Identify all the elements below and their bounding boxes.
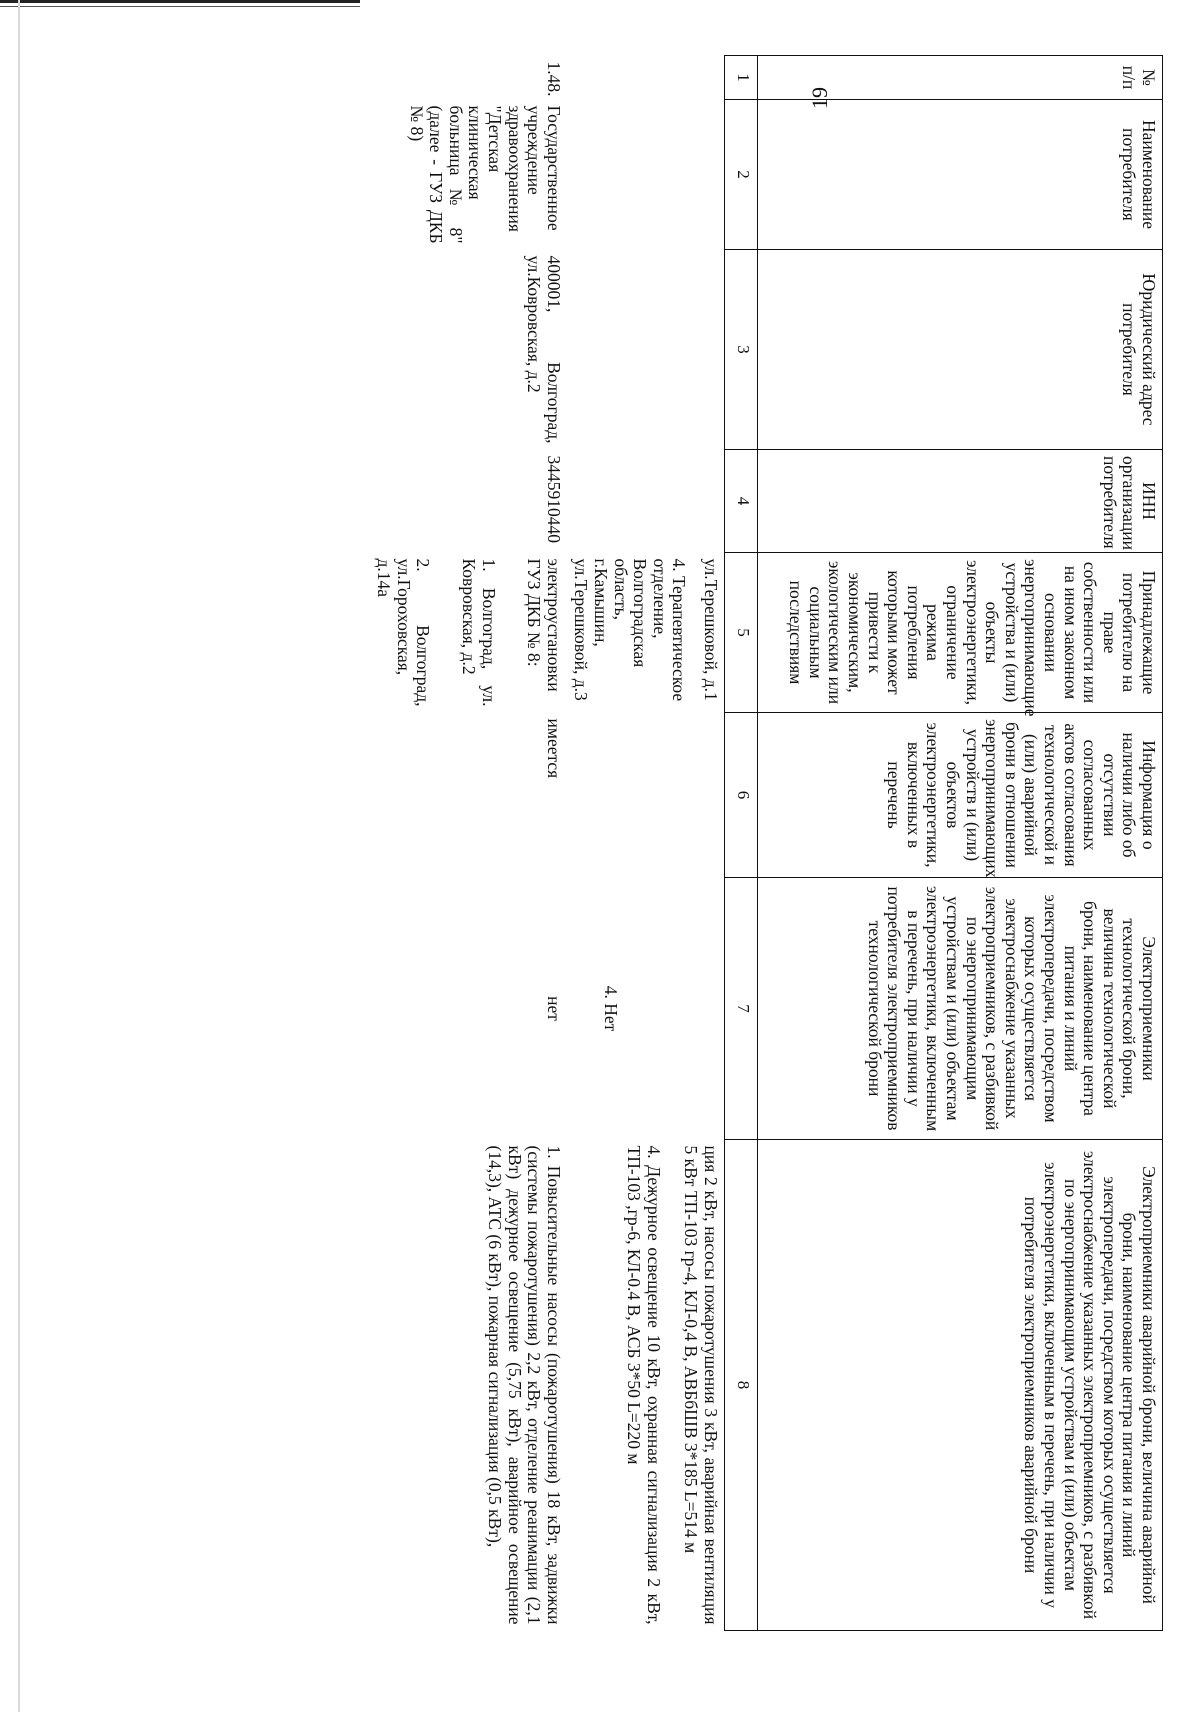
header-cell-emergency-reserve: Электроприемники аварийной брони, величина аварийной брони, наименование центра питания и линий электропередачи, посредством которых осуществляется электроснабжение указанных электроприемников, с разбивкой по энергопринимающим устройствам и (или) объектам электроэнергетики, включенным в перечень, при наличии у потребителя электроприемников аварийной брони bbox=[758, 1140, 1163, 1631]
column-number-row bbox=[725, 56, 758, 1631]
header-cell-acts: Информация о наличии либо об отсутствии согласованных актов согласования технологической и (или) аварийной брони в отношении энергопринимающих устройств и (или) объектов электроэнергетики, включенных в перечень bbox=[758, 713, 1163, 878]
row-number: 1.48. bbox=[543, 61, 564, 97]
device-address: 1. Волгоград, ул. Ковровская, д.2 bbox=[459, 558, 499, 707]
header-cell-no: № п/п bbox=[758, 56, 1163, 100]
header-cell-devices: Принадлежащие потребителю на праве собственности или на ином законном основании энергопринимающие устройства и (или) объекты электроэнергетики, ограничение режима потребления которыми может привести к экономическим, экологическим или социальным последствиям bbox=[758, 553, 1163, 713]
consumer-table bbox=[370, 55, 1163, 1631]
column-number: 4 bbox=[725, 450, 758, 553]
device-address: 2. Волгоград, ул.Гороховская, д.14а bbox=[374, 558, 434, 707]
acts-status: имеется bbox=[543, 718, 564, 779]
consumer-address: 400001, Волгоград, ул.Ковровская, д.2 bbox=[524, 255, 564, 444]
header-cell-address: Юридический адрес потребителя bbox=[758, 250, 1163, 450]
device-intro: электроустановки ГУЗ ДКБ № 8: bbox=[524, 558, 564, 692]
column-number: 3 bbox=[725, 250, 758, 450]
column-number: 6 bbox=[725, 713, 758, 878]
header-cell-tech-reserve: Электроприемники технологической брони, величина технологической брони, наименование центра питания и линий электропередачи, посредством которых осуществляется электроснабжение указанных электроприемников, с разбивкой по энергопринимающим устройствам и (или) объектам электроэнергетики, включенным в перечень, при наличии у потребителя электроприемников технологической брони bbox=[758, 878, 1163, 1140]
scan-edge bbox=[18, 0, 20, 1712]
tech-reserve: нет bbox=[543, 996, 564, 1021]
header-cell-name: Наименование потребителя bbox=[758, 100, 1163, 250]
consumer-devices bbox=[370, 553, 567, 713]
cell-devices-cont bbox=[567, 553, 725, 713]
page-number: 19 bbox=[807, 87, 832, 109]
column-number: 2 bbox=[725, 100, 758, 250]
emergency-reserve: 1. Повысительные насосы (пожаротушения) 18 кВт, задвижки (системы пожаротушения) 2,2 кВт, отделение реанимации (2,1 кВт) дежурное освещение (5,75 кВт), аварийное освещение (14,3), АТС (6 кВт), пожарная сигнализация (0,5 кВт), bbox=[485, 1145, 564, 1625]
device-address: ул.Терешковой, д.1 bbox=[701, 558, 721, 701]
column-number: 8 bbox=[725, 1140, 758, 1631]
top-rule-thin bbox=[0, 6, 360, 7]
table-row bbox=[370, 56, 567, 1631]
cell-emergency-reserve-cont bbox=[567, 1140, 725, 1631]
cell-tech-reserve-cont: 4. Нет bbox=[601, 985, 621, 1032]
reserve-item: ция 2 кВт, насосы пожаротушения 3 кВт, аварийная вентиляция 5 кВт ТП-103 гр-4, КЛ-0,4 В, АВБбШВ 3*185 L=514 м bbox=[681, 1145, 721, 1625]
column-number: 5 bbox=[725, 553, 758, 713]
device-address: 4. Терапевтическое отделение, Волгоградская область, г.Камышин, ул.Терешковой, д.3 bbox=[571, 558, 690, 702]
table-row-continuation bbox=[567, 56, 725, 1631]
header-cell-inn: ИНН организации потребителя bbox=[758, 450, 1163, 553]
column-number: 7 bbox=[725, 878, 758, 1140]
rotated-page bbox=[128, 55, 1163, 1630]
consumer-name: Государственное учреждение здравоохранения "Детская клиническая больница № 8" (далее - ГУЗ ДКБ № 8) bbox=[406, 105, 564, 244]
top-rule bbox=[0, 0, 360, 3]
consumer-inn: 3445910440 bbox=[543, 455, 564, 543]
reserve-item: 4. Дежурное освещение 10 кВт, охранная сигнализация 2 кВт, ТП-103 ,гр-6, КЛ-0.4 В, АСБ 3*50 L=220 м bbox=[624, 1145, 664, 1625]
table-header-row bbox=[758, 56, 1163, 1631]
column-number: 1 bbox=[725, 56, 758, 100]
